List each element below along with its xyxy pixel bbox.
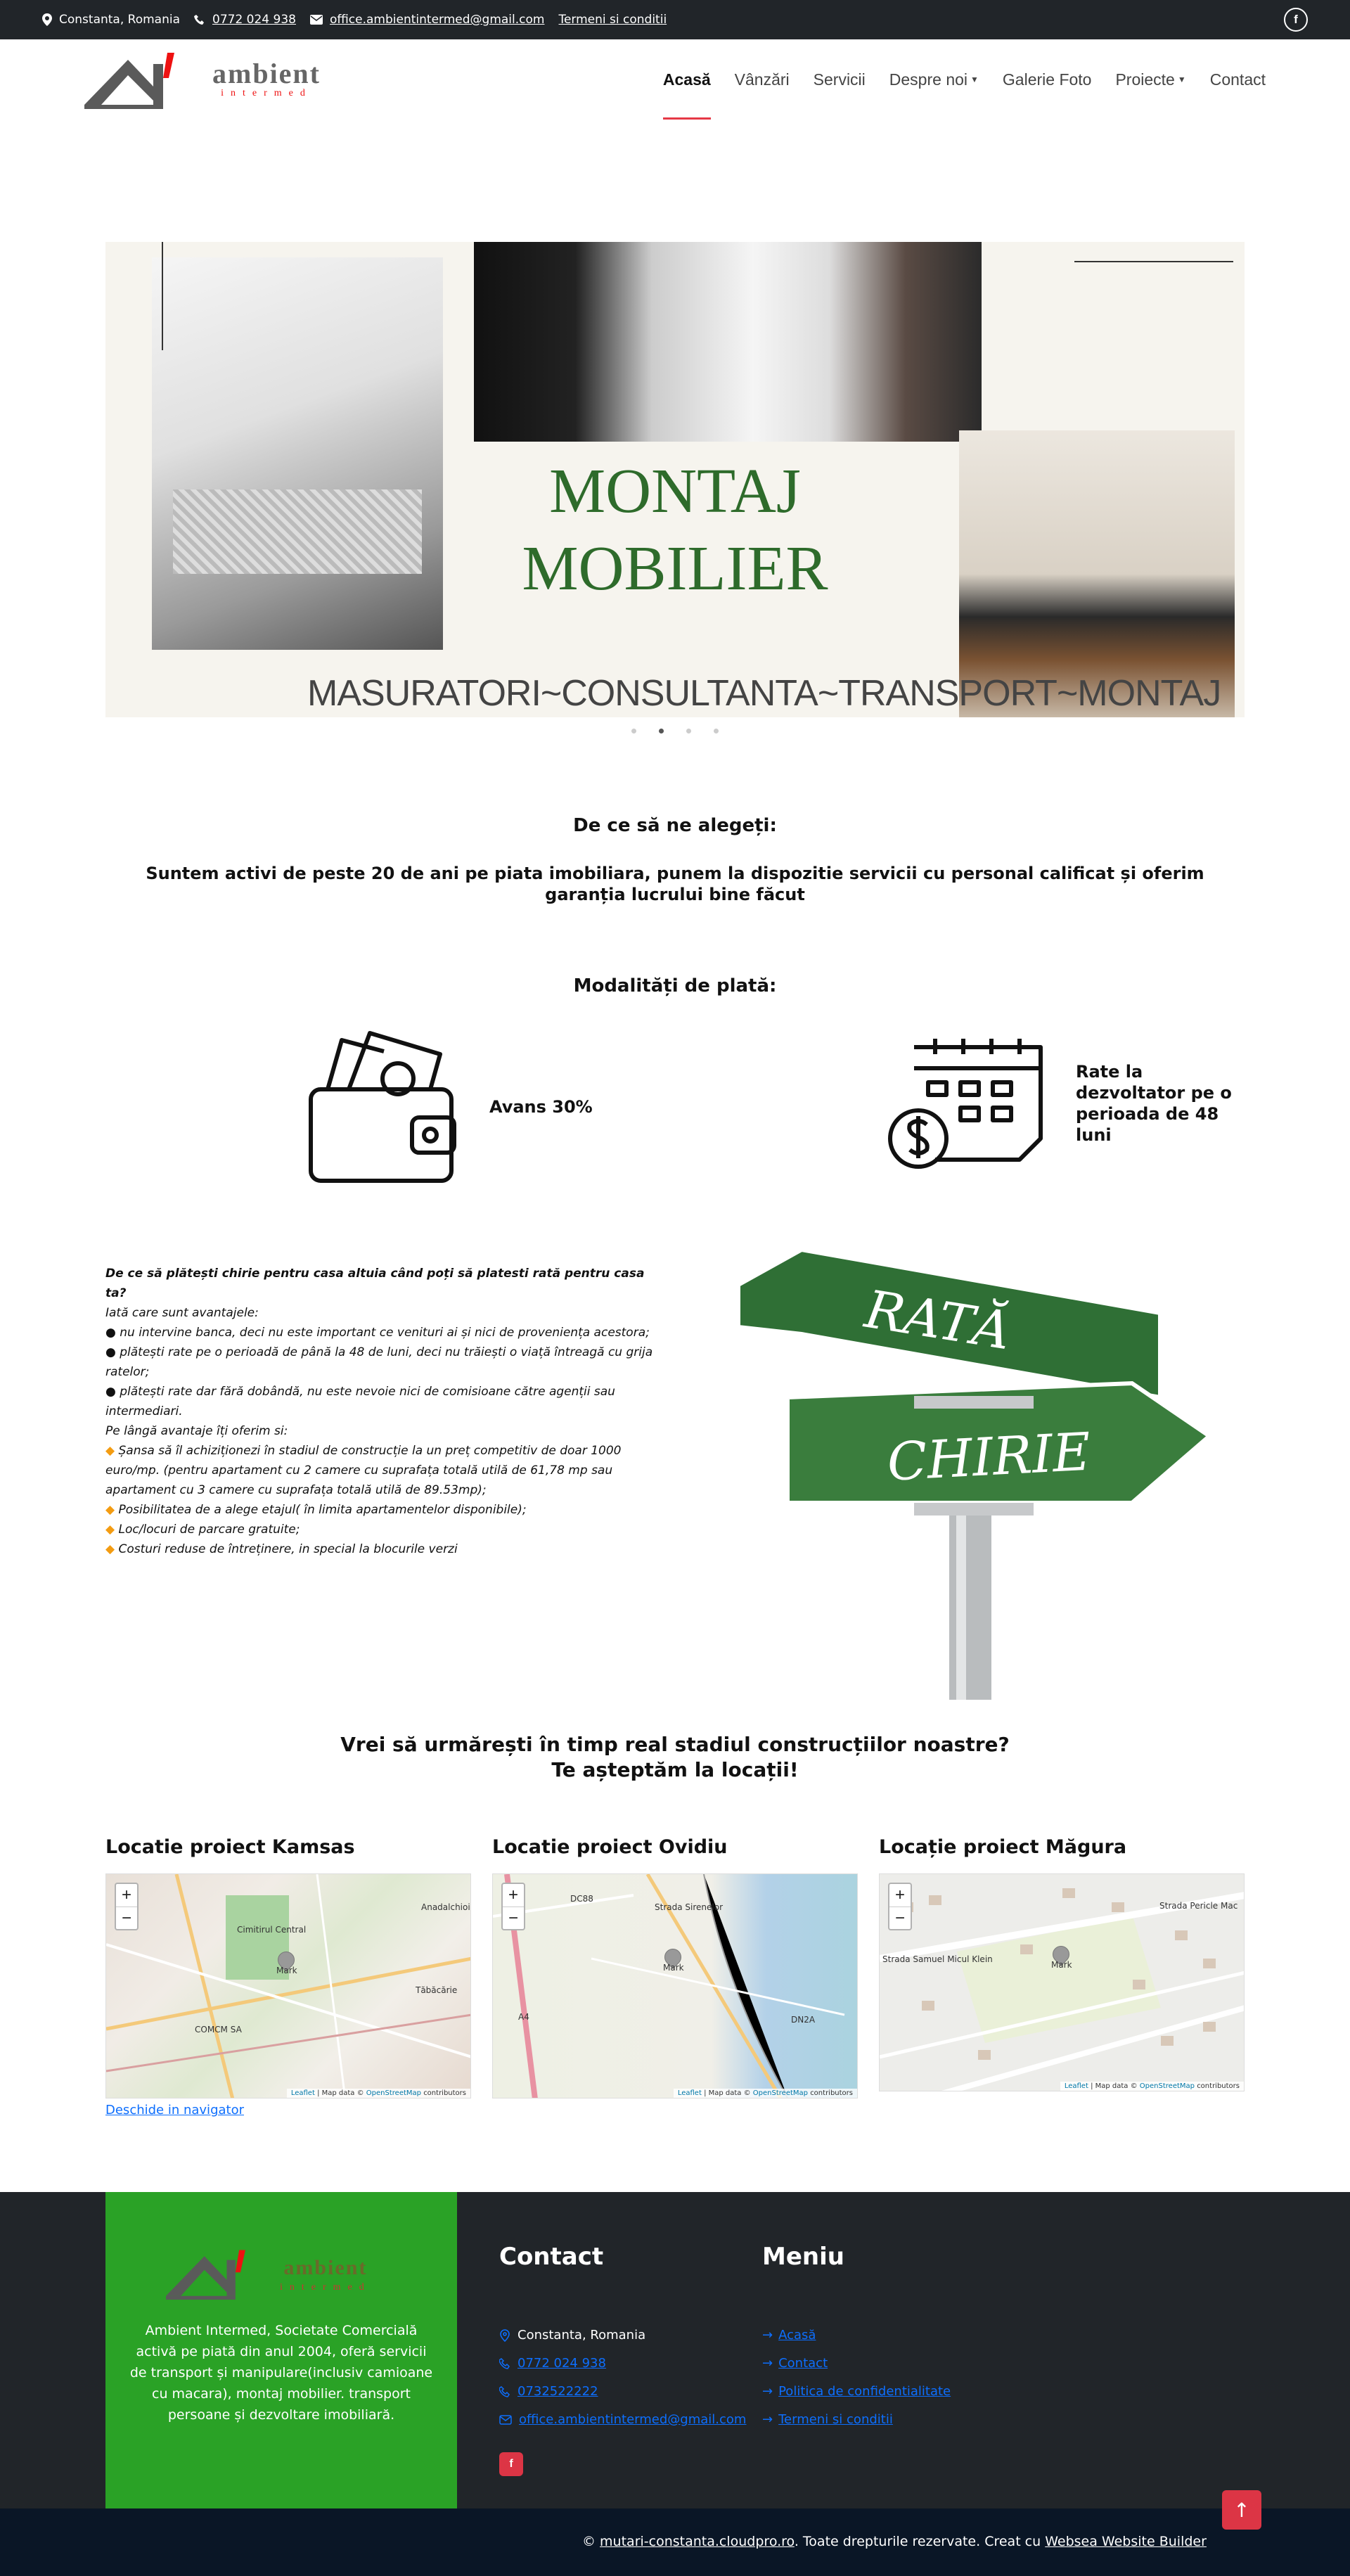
hero-tagline: MASURATORI~CONSULTANTA~TRANSPORT~MONTAJ [307,673,1221,714]
nav-label: Proiecte [1115,70,1175,89]
bullet-icon: ● [105,1326,116,1340]
attrib-text: contributors [1197,2082,1240,2090]
advantage-item [105,1323,668,1343]
zoom-in-button[interactable]: + [508,1885,518,1904]
kitchen-photo-top [474,242,982,442]
payment-option-installments [886,1033,1245,1174]
caret-down-icon: ▼ [970,75,979,84]
footer-menu-item [762,2321,951,2350]
nav-menu [639,39,1266,120]
map-place-label: Strada Pericle Mac [1159,1901,1238,1911]
advantages-intro: Iată care sunt avantajele: [105,1306,259,1320]
facebook-icon[interactable]: f [1284,8,1308,32]
footer-location-text: Constanta, Romania [518,2328,646,2343]
payment-label: Avans 30% [489,1097,593,1117]
footer-email [499,2406,746,2434]
map-magura[interactable] [879,1873,1245,2091]
nav-item-galerie-foto[interactable] [1003,39,1092,120]
builder-link[interactable]: Websea Website Builder [1045,2534,1207,2549]
advantage-text: plătești rate pe o perioadă de până la 48 de luni, deci nu trăiești o viață întreagă cu grija ratelor; [105,1345,653,1379]
arrow-right-icon: → [762,2412,773,2427]
footer-contact-title: Contact [499,2243,604,2271]
map-card-magura [879,1836,1245,2117]
why-section [0,815,1350,905]
diamond-icon: ◆ [105,1444,115,1458]
sign-text-rate: RATĂ [861,1279,1015,1362]
diamond-icon: ◆ [105,1503,115,1517]
brand-title: ambient [212,58,321,89]
extra-text: Loc/locuri de parcare gratuite; [118,1523,300,1537]
arrow-right-icon: → [762,2356,773,2371]
open-in-navigator-link[interactable]: Deschide in navigator [105,2103,244,2117]
footer-menu-item [762,2378,951,2406]
zoom-in-button[interactable]: + [894,1885,905,1904]
footer-logo[interactable] [166,2245,371,2302]
footer-phone2 [499,2378,746,2406]
footer-menu-link[interactable]: Acasă [778,2328,816,2343]
leaflet-link[interactable]: Leaflet [290,2089,315,2097]
map-place-label: A4 [518,2012,529,2022]
footer-about-text: Ambient Intermed, Societate Comercială activă pe piată din anul 2004, oferă servicii de transport și manipulare(inclusiv camioane cu macara), montaj mobilier. transport persoane și dezvoltare imobiliară. [129,2323,433,2423]
payment-option-advance [307,1026,593,1188]
site-logo[interactable] [84,50,321,109]
main-navbar [0,39,1350,120]
map-title: Locatie proiect Kamsas [105,1836,355,1858]
footer-menu-title: Meniu [762,2243,844,2271]
hero-title-line: MOBILIER [522,534,828,603]
backsplash-tile [173,489,422,574]
hero-slider[interactable] [105,242,1245,717]
project-maps [105,1836,1350,2117]
payment-label: Rate la dezvoltator pe o perioada de 48 luni [1076,1062,1232,1145]
copyright-symbol: © [582,2534,596,2549]
sign-text-rent: CHIRIE [885,1421,1093,1493]
brand-subtitle: intermed [280,2282,371,2293]
map-title: Locație proiect Măgura [879,1836,1127,1858]
wallet-icon [307,1026,461,1188]
map-place-label: Cimitirul Central [237,1925,307,1935]
map-place-label: Strada Sirenelor [655,1902,723,1912]
copyright-text [582,2534,1207,2549]
zoom-out-button[interactable]: − [116,1907,137,1929]
slider-dot-active[interactable] [659,729,664,733]
marker-label: Mark [1051,1960,1072,1970]
attrib-text: | Map data © [1091,2082,1138,2090]
footer-location [499,2321,746,2350]
why-heading: De ce să ne alegeți: [573,815,777,836]
osm-link[interactable]: OpenStreetMap [366,2089,421,2097]
footer-contact [499,2243,746,2476]
phone-link[interactable]: 0772 024 938 [212,13,296,27]
payment-heading: Modalități de plată: [573,975,777,997]
back-to-top-button[interactable]: ↑ [1222,2490,1261,2530]
zoom-out-button[interactable]: − [503,1907,524,1929]
nav-item-acasa[interactable] [663,39,711,120]
bullet-icon: ● [105,1385,116,1399]
slider-dots [0,729,1350,733]
nav-label: Acasă [662,70,711,89]
marker-label: Mark [276,1966,297,1975]
extra-item [105,1441,668,1500]
logo-mark-icon [84,50,204,109]
why-text: Suntem activi de peste 20 de ani pe piata imobiliara, punem la dispozitie servicii cu personal calificat și oferim garanția lucrului bine făcut [146,864,1204,904]
slider-dot[interactable] [686,729,691,733]
osm-link[interactable]: OpenStreetMap [752,2089,808,2097]
advantage-item [105,1382,668,1421]
zoom-out-button[interactable]: − [889,1907,911,1929]
extras-intro: Pe lângă avantaje îți oferim si: [105,1424,288,1438]
zoom-control [888,1883,912,1930]
map-place-label: COMCM SA [195,2025,242,2034]
copyright-bar [0,2498,1350,2576]
brand-name [212,60,321,99]
nav-item-servicii[interactable] [814,39,866,120]
decor-line [1074,261,1233,262]
payment-section [0,975,1350,1188]
osm-link[interactable]: OpenStreetMap [1139,2082,1195,2090]
footer-menu [762,2243,951,2434]
site-footer [0,2192,1350,2508]
phone-icon [499,2386,510,2397]
attrib-text: | Map data © [704,2089,751,2097]
advantages-text [105,1250,668,1700]
footer-menu-link[interactable]: Termeni si conditii [778,2412,893,2427]
extra-text: Posibilitatea de a alege etajul( în limita apartamentelor disponibile); [118,1503,527,1517]
nav-label: Contact [1209,70,1266,89]
attrib-text: contributors [810,2089,853,2097]
footer-menu-link[interactable]: Contact [778,2356,828,2371]
map-card-ovidiu [492,1836,858,2117]
extra-text: Costuri reduse de întreținere, in special la blocurile verzi [118,1542,458,1556]
diamond-icon: ◆ [105,1523,115,1537]
zoom-control [501,1883,525,1930]
footer-phone-link[interactable]: 0772 024 938 [518,2356,606,2371]
phone-icon [499,2358,510,2369]
map-place-label: Tăbăcărie [416,1985,458,1995]
arrow-right-icon: → [762,2384,773,2399]
brand-subtitle: intermed [221,88,312,98]
arrow-right-icon: → [762,2328,773,2343]
nav-label: Galerie Foto [1002,70,1092,89]
brand-name [280,2254,371,2293]
leaflet-link[interactable]: Leaflet [677,2089,702,2097]
rate-vs-rent-sign-image [724,1250,1230,1700]
footer-menu-item [762,2350,951,2378]
bullet-icon: ● [105,1345,116,1359]
top-bar [0,0,1350,39]
diamond-icon: ◆ [105,1542,115,1556]
extra-text: Șansa să îl achiziționezi în stadiul de construcție la un preț competitiv de doar 1000 euro/mp. (pentru apartament cu 2 camere cu suprafața totală utilă de 61,78 mp sau apartament cu 3 camere cu suprafața totală utilă de 89.53mp); [105,1444,622,1497]
phone-icon [194,14,205,25]
advantage-item [105,1343,668,1382]
map-attribution [287,2089,470,2098]
map-attribution [674,2089,857,2098]
realtime-line: Vrei să urmărești în timp real stadiul construcțiilor noastre? [340,1733,1010,1756]
advantage-text: plătești rate dar fără dobândă, nu este nevoie nici de comisioane către agenții sau intermediari. [105,1385,615,1418]
footer-menu-link[interactable]: Politica de confidentialitate [778,2384,951,2399]
nav-item-despre-noi[interactable] [889,39,979,120]
hero-title [457,453,893,608]
map-place-label: DN2A [791,2015,816,2025]
nav-label: Vânzări [734,70,790,89]
slider-dot[interactable] [631,729,636,733]
attrib-text: contributors [423,2089,466,2097]
email-link[interactable]: office.ambientintermed@gmail.com [329,13,545,27]
map-ovidiu[interactable] [492,1873,858,2098]
realtime-line: Te așteptăm la locații! [551,1758,799,1781]
footer-menu-item [762,2406,951,2434]
envelope-icon [310,15,323,25]
copyright-mid: . Toate drepturile rezervate. Creat cu [794,2534,1041,2549]
terms-link[interactable]: Termeni si conditii [558,13,667,27]
facebook-icon[interactable]: f [499,2452,523,2476]
email-info [310,13,545,27]
leaflet-link[interactable]: Leaflet [1064,2082,1088,2090]
advantage-text: nu intervine banca, deci nu este important ce venituri ai și nici de proveniența acestora; [120,1326,650,1340]
realtime-heading [0,1732,1350,1783]
map-title: Locatie proiect Ovidiu [492,1836,728,1858]
caret-down-icon: ▼ [1177,75,1186,84]
zoom-control [115,1883,139,1930]
rent-vs-rate-section [105,1250,1350,1700]
logo-mark-icon [166,2245,271,2302]
map-pin-icon [42,13,52,26]
map-attribution [1060,2082,1244,2091]
extra-item [105,1500,668,1520]
map-place-label: Strada Samuel Micul Klein [882,1954,993,1964]
footer-phone-link[interactable]: 0732522222 [518,2384,598,2399]
nav-item-vanzari[interactable] [735,39,790,120]
location-text: Constanta, Romania [59,13,180,27]
decor-line [162,242,163,350]
payment-options [0,1026,1350,1188]
nav-label: Despre noi [889,70,968,89]
calendar-dollar-icon [886,1033,1048,1174]
extra-item [105,1539,668,1559]
map-place-label: Anadalchioi [421,1902,470,1912]
map-pin-icon [499,2329,510,2342]
hero-title-line: MONTAJ [549,456,801,526]
nav-item-proiecte[interactable] [1115,39,1185,120]
slider-dot[interactable] [714,729,719,733]
advantages-question: De ce să plătești chirie pentru casa altuia când poți să platesti rată pentru casa ta? [105,1267,645,1300]
footer-phone1 [499,2350,746,2378]
envelope-icon [499,2415,512,2425]
kitchen-photo-left [152,257,443,650]
map-kamsas[interactable] [105,1873,471,2098]
footer-brand [271,2254,371,2293]
phone-info [194,13,296,27]
nav-item-contact[interactable] [1210,39,1266,120]
location-info [42,13,180,27]
attrib-text: | Map data © [317,2089,364,2097]
brand-title: ambient [283,2256,368,2279]
map-place-label: DC88 [570,1894,593,1904]
extra-item [105,1520,668,1539]
nav-label: Servicii [813,70,866,89]
zoom-in-button[interactable]: + [121,1885,131,1904]
site-link[interactable]: mutari-constanta.cloudpro.ro [600,2534,795,2549]
marker-label: Mark [663,1963,684,1973]
footer-email-link[interactable]: office.ambientintermed@gmail.com [519,2412,747,2427]
footer-about [105,2192,457,2508]
map-card-kamsas [105,1836,471,2117]
